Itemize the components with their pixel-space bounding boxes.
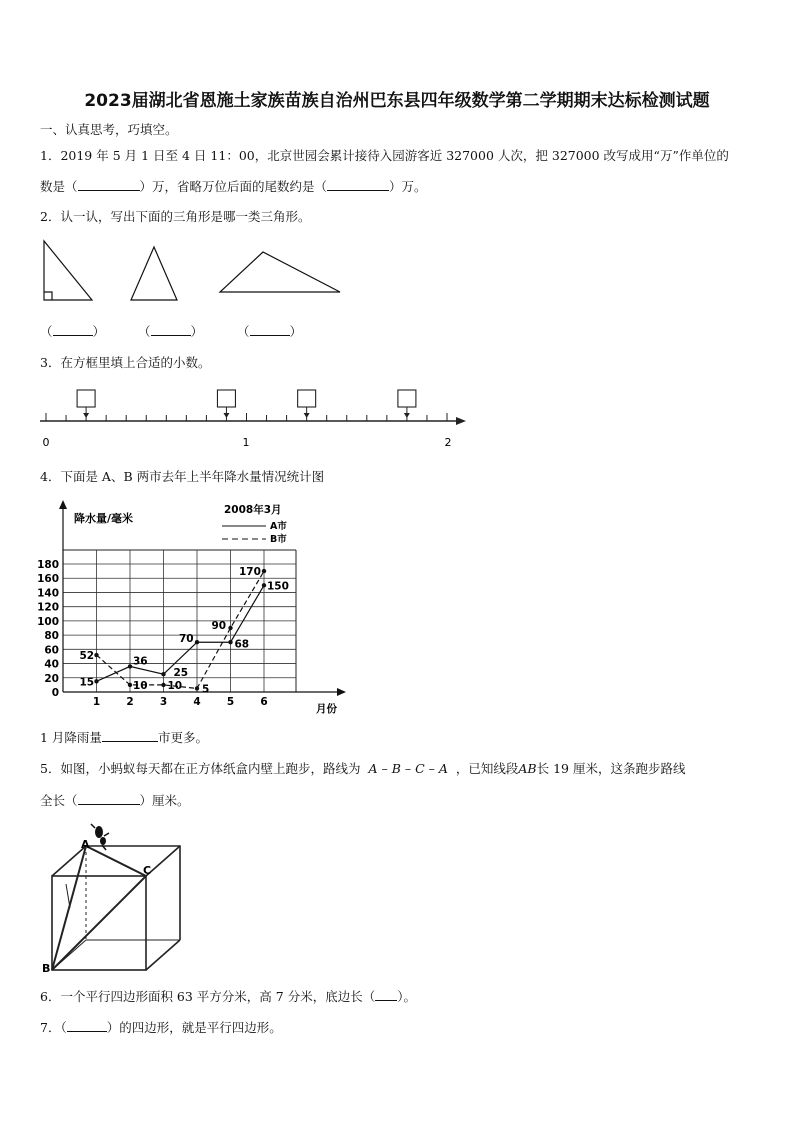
chart-x-tick-label: 1 <box>92 696 101 708</box>
chart-data-label: 52 <box>79 650 95 663</box>
section-heading: 一、认真思考，巧填空。 <box>40 122 178 137</box>
chart-title: 2008年3月 <box>224 504 282 516</box>
q4-answer-line: 1 月降雨量 市更多。 <box>40 730 208 745</box>
chart-y-tick-label: 100 <box>37 615 59 628</box>
q2-answer-2: （ ） <box>138 324 204 339</box>
question-6: 6．一个平行四边形面积 63 平方分米，高 7 分米，底边长（ ）。 <box>40 989 416 1004</box>
chart-x-tick-label: 4 <box>193 696 201 708</box>
chart-data-label: 36 <box>133 655 148 668</box>
number-line-label-0: 0 <box>42 436 50 449</box>
legend-label-a: A市 <box>270 521 287 532</box>
chart-data-label: 68 <box>234 638 250 651</box>
chart-y-tick-label: 40 <box>44 658 59 671</box>
chart-x-tick-label: 2 <box>126 696 134 708</box>
vertex-label-a: A <box>81 838 90 851</box>
q2-answer-1: （ ） <box>40 324 106 339</box>
q6-blank[interactable] <box>375 988 397 1001</box>
number-line-label-1: 1 <box>242 436 250 449</box>
chart-x-tick-label: 5 <box>226 696 235 708</box>
chart-y-tick-label: 0 <box>51 687 59 699</box>
q5-segment: AB <box>518 761 537 776</box>
vertex-label-b: B <box>42 962 51 975</box>
chart-y-tick-label: 160 <box>37 573 59 586</box>
route-bc <box>52 876 146 970</box>
question-1-line-1: 1．2019 年 5 月 1 日至 4 日 11：00，北京世园会累计接待入园游客近 327000 人次，把 327000 改写成用“万”作单位的 <box>40 148 729 163</box>
chart-data-label: 150 <box>267 580 289 593</box>
chart-y-tick-label: 60 <box>44 644 59 657</box>
chart-x-tick-label: 6 <box>260 696 268 708</box>
chart-y-tick-label: 80 <box>44 630 59 643</box>
chart-y-tick-label: 20 <box>44 672 59 685</box>
q1-text-b: ）万，省略万位后面的尾数约是（ <box>139 179 328 194</box>
question-7: 7．（ ）的四边形，就是平行四边形。 <box>40 1020 282 1035</box>
chart-data-label: 15 <box>79 676 95 689</box>
chart-data-label: 10 <box>133 679 148 692</box>
question-4-text: 4．下面是 A、B 两市去年上半年降水量情况统计图 <box>40 469 325 484</box>
question-5-line-1: 5．如图，小蚂蚁每天都在正方体纸盒内壁上跑步，路线为 A – B – C – A ，已知线段AB长 19 厘米，这条跑步路线 <box>40 761 686 776</box>
q1-text-c: ）万。 <box>389 179 427 194</box>
q5-route: A – B – C – A <box>368 761 448 776</box>
chart-y-tick-label: 140 <box>37 587 59 600</box>
chart-data-label: 25 <box>173 667 189 680</box>
chart-data-label: 70 <box>179 633 194 646</box>
q1-text-a: 数是（ <box>40 179 78 194</box>
chart-x-tick-label: 3 <box>159 696 168 708</box>
chart-data-label: 5 <box>202 683 210 696</box>
number-line-label-2: 2 <box>444 436 452 449</box>
chart-data-label: 10 <box>167 679 183 692</box>
chart-data-label: 170 <box>239 566 261 579</box>
chart-x-label: 月份 <box>316 703 337 715</box>
question-5-line-2: 全长（ ）厘米。 <box>40 793 190 808</box>
page-title: 2023届湖北省恩施土家族苗族自治州巴东县四年级数学第二学期期末达标检测试题 <box>84 91 710 111</box>
cube-back-face <box>86 846 180 940</box>
route-ab <box>52 846 86 970</box>
chart-y-label: 降水量/毫米 <box>74 512 134 525</box>
chart-data-label: 90 <box>211 620 227 632</box>
q2-answer-3: （ ） <box>237 324 303 339</box>
chart-y-tick-label: 180 <box>37 559 59 571</box>
q7-blank[interactable] <box>67 1019 107 1032</box>
question-2-text: 2．认一认，写出下面的三角形是哪一类三角形。 <box>40 209 311 224</box>
vertex-label-c: C <box>143 864 152 877</box>
question-3-text: 3．在方框里填上合适的小数。 <box>40 355 211 370</box>
legend-label-b: B市 <box>270 534 287 545</box>
chart-y-tick-label: 120 <box>37 601 59 614</box>
